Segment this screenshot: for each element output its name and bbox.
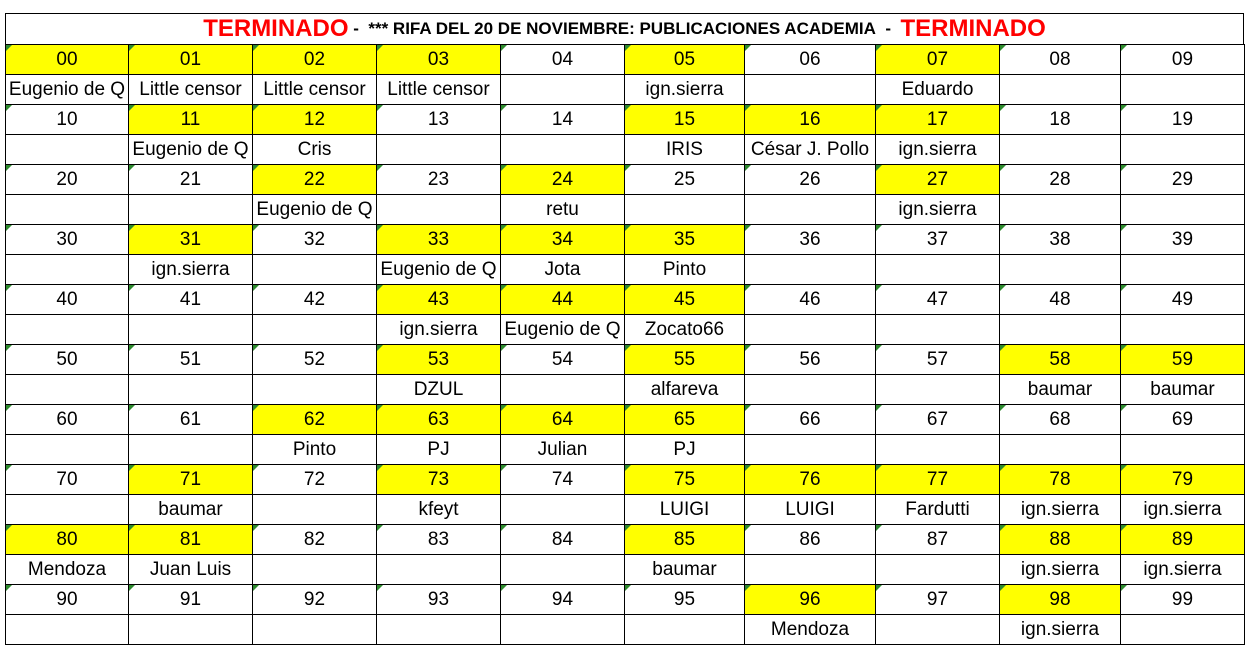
buyer-name-cell: ign.sierra <box>1000 615 1121 645</box>
number-cell: 60 <box>6 405 129 435</box>
name-row <box>6 135 1245 165</box>
buyer-name-cell <box>501 375 625 405</box>
buyer-name-cell: Little censor <box>129 75 253 105</box>
number-cell: 85 <box>625 525 745 555</box>
buyer-name-cell <box>253 615 377 645</box>
number-cell: 03 <box>377 45 501 75</box>
buyer-name-cell <box>377 195 501 225</box>
number-cell: 87 <box>876 525 1000 555</box>
number-cell: 34 <box>501 225 625 255</box>
number-cell: 43 <box>377 285 501 315</box>
number-cell: 57 <box>876 345 1000 375</box>
buyer-name-cell <box>876 435 1000 465</box>
number-cell: 09 <box>1121 45 1245 75</box>
buyer-name-cell: Little censor <box>377 75 501 105</box>
buyer-name-cell <box>129 375 253 405</box>
number-cell: 98 <box>1000 585 1121 615</box>
buyer-name-cell <box>1000 75 1121 105</box>
number-cell: 54 <box>501 345 625 375</box>
title-bar <box>5 13 1244 44</box>
buyer-name-cell <box>129 615 253 645</box>
buyer-name-cell <box>1121 315 1245 345</box>
buyer-name-cell: Eduardo <box>876 75 1000 105</box>
buyer-name-cell: retu <box>501 195 625 225</box>
number-cell: 45 <box>625 285 745 315</box>
number-cell: 68 <box>1000 405 1121 435</box>
buyer-name-cell <box>1000 435 1121 465</box>
number-cell: 01 <box>129 45 253 75</box>
buyer-name-cell <box>745 375 876 405</box>
buyer-name-cell <box>6 255 129 285</box>
number-row <box>6 345 1245 375</box>
raffle-grid <box>5 44 1245 645</box>
number-cell: 07 <box>876 45 1000 75</box>
buyer-name-cell <box>745 435 876 465</box>
number-cell: 32 <box>253 225 377 255</box>
buyer-name-cell <box>1121 615 1245 645</box>
buyer-name-cell: PJ <box>625 435 745 465</box>
buyer-name-cell <box>1000 135 1121 165</box>
buyer-name-cell: baumar <box>625 555 745 585</box>
number-cell: 75 <box>625 465 745 495</box>
buyer-name-cell <box>129 315 253 345</box>
number-cell: 08 <box>1000 45 1121 75</box>
buyer-name-cell: ign.sierra <box>1000 555 1121 585</box>
number-cell: 38 <box>1000 225 1121 255</box>
name-row <box>6 75 1245 105</box>
buyer-name-cell: Little censor <box>253 75 377 105</box>
number-cell: 24 <box>501 165 625 195</box>
title-separator-left: - <box>348 19 369 38</box>
buyer-name-cell: baumar <box>129 495 253 525</box>
buyer-name-cell <box>377 135 501 165</box>
number-row <box>6 165 1245 195</box>
buyer-name-cell <box>1000 195 1121 225</box>
number-cell: 36 <box>745 225 876 255</box>
number-row <box>6 405 1245 435</box>
number-row <box>6 225 1245 255</box>
number-cell: 04 <box>501 45 625 75</box>
name-row <box>6 435 1245 465</box>
title-separator-right: - <box>875 19 901 38</box>
buyer-name-cell: PJ <box>377 435 501 465</box>
number-cell: 31 <box>129 225 253 255</box>
name-row <box>6 195 1245 225</box>
number-cell: 15 <box>625 105 745 135</box>
name-row <box>6 255 1245 285</box>
buyer-name-cell: Pinto <box>253 435 377 465</box>
number-cell: 26 <box>745 165 876 195</box>
number-cell: 66 <box>745 405 876 435</box>
buyer-name-cell <box>1121 135 1245 165</box>
number-cell: 73 <box>377 465 501 495</box>
number-cell: 22 <box>253 165 377 195</box>
buyer-name-cell: Eugenio de Q <box>129 135 253 165</box>
number-cell: 94 <box>501 585 625 615</box>
buyer-name-cell <box>501 135 625 165</box>
buyer-name-cell <box>1121 75 1245 105</box>
buyer-name-cell <box>129 195 253 225</box>
number-cell: 61 <box>129 405 253 435</box>
number-cell: 97 <box>876 585 1000 615</box>
buyer-name-cell <box>876 255 1000 285</box>
number-cell: 96 <box>745 585 876 615</box>
number-row <box>6 45 1245 75</box>
title-main: *** RIFA DEL 20 DE NOVIEMBRE: PUBLICACIONES ACADEMIA <box>368 19 876 38</box>
buyer-name-cell: ign.sierra <box>1121 495 1245 525</box>
buyer-name-cell: Eugenio de Q <box>6 75 129 105</box>
buyer-name-cell: Mendoza <box>745 615 876 645</box>
number-cell: 80 <box>6 525 129 555</box>
buyer-name-cell <box>1000 255 1121 285</box>
number-cell: 55 <box>625 345 745 375</box>
number-cell: 65 <box>625 405 745 435</box>
number-cell: 11 <box>129 105 253 135</box>
buyer-name-cell <box>377 555 501 585</box>
number-cell: 27 <box>876 165 1000 195</box>
number-cell: 12 <box>253 105 377 135</box>
buyer-name-cell <box>876 615 1000 645</box>
number-cell: 67 <box>876 405 1000 435</box>
number-cell: 88 <box>1000 525 1121 555</box>
number-cell: 42 <box>253 285 377 315</box>
number-cell: 53 <box>377 345 501 375</box>
buyer-name-cell <box>745 75 876 105</box>
number-cell: 74 <box>501 465 625 495</box>
buyer-name-cell: alfareva <box>625 375 745 405</box>
number-cell: 18 <box>1000 105 1121 135</box>
number-cell: 93 <box>377 585 501 615</box>
number-cell: 29 <box>1121 165 1245 195</box>
number-cell: 25 <box>625 165 745 195</box>
number-cell: 78 <box>1000 465 1121 495</box>
number-cell: 33 <box>377 225 501 255</box>
buyer-name-cell: César J. Pollo <box>745 135 876 165</box>
number-cell: 82 <box>253 525 377 555</box>
buyer-name-cell <box>745 255 876 285</box>
number-cell: 89 <box>1121 525 1245 555</box>
number-cell: 40 <box>6 285 129 315</box>
title-status-left: TERMINADO <box>203 15 349 42</box>
number-cell: 83 <box>377 525 501 555</box>
number-cell: 86 <box>745 525 876 555</box>
number-row <box>6 465 1245 495</box>
buyer-name-cell <box>745 315 876 345</box>
number-cell: 30 <box>6 225 129 255</box>
buyer-name-cell: ign.sierra <box>625 75 745 105</box>
number-cell: 77 <box>876 465 1000 495</box>
number-cell: 41 <box>129 285 253 315</box>
number-cell: 52 <box>253 345 377 375</box>
number-row <box>6 105 1245 135</box>
number-cell: 58 <box>1000 345 1121 375</box>
buyer-name-cell: Juan Luis <box>129 555 253 585</box>
buyer-name-cell: Mendoza <box>6 555 129 585</box>
buyer-name-cell: DZUL <box>377 375 501 405</box>
number-cell: 10 <box>6 105 129 135</box>
buyer-name-cell <box>501 615 625 645</box>
buyer-name-cell: ign.sierra <box>1121 555 1245 585</box>
number-cell: 00 <box>6 45 129 75</box>
buyer-name-cell: ign.sierra <box>1000 495 1121 525</box>
number-cell: 59 <box>1121 345 1245 375</box>
number-cell: 02 <box>253 45 377 75</box>
name-row <box>6 375 1245 405</box>
buyer-name-cell <box>1000 315 1121 345</box>
buyer-name-cell <box>501 495 625 525</box>
buyer-name-cell <box>253 255 377 285</box>
name-row <box>6 315 1245 345</box>
number-cell: 48 <box>1000 285 1121 315</box>
number-cell: 51 <box>129 345 253 375</box>
buyer-name-cell: ign.sierra <box>129 255 253 285</box>
buyer-name-cell: LUIGI <box>745 495 876 525</box>
number-cell: 63 <box>377 405 501 435</box>
number-cell: 39 <box>1121 225 1245 255</box>
number-cell: 70 <box>6 465 129 495</box>
buyer-name-cell <box>253 315 377 345</box>
number-cell: 05 <box>625 45 745 75</box>
buyer-name-cell <box>625 195 745 225</box>
buyer-name-cell <box>6 195 129 225</box>
buyer-name-cell: ign.sierra <box>876 195 1000 225</box>
number-cell: 49 <box>1121 285 1245 315</box>
buyer-name-cell <box>876 375 1000 405</box>
number-cell: 56 <box>745 345 876 375</box>
number-cell: 95 <box>625 585 745 615</box>
buyer-name-cell <box>253 555 377 585</box>
buyer-name-cell <box>6 375 129 405</box>
buyer-name-cell <box>253 375 377 405</box>
buyer-name-cell <box>6 315 129 345</box>
number-cell: 46 <box>745 285 876 315</box>
buyer-name-cell <box>876 555 1000 585</box>
number-row <box>6 285 1245 315</box>
buyer-name-cell: Zocato66 <box>625 315 745 345</box>
buyer-name-cell <box>501 75 625 105</box>
number-cell: 06 <box>745 45 876 75</box>
buyer-name-cell: Eugenio de Q <box>501 315 625 345</box>
number-cell: 47 <box>876 285 1000 315</box>
number-cell: 37 <box>876 225 1000 255</box>
buyer-name-cell: baumar <box>1121 375 1245 405</box>
buyer-name-cell <box>745 555 876 585</box>
number-cell: 28 <box>1000 165 1121 195</box>
number-cell: 92 <box>253 585 377 615</box>
number-cell: 62 <box>253 405 377 435</box>
buyer-name-cell <box>1121 195 1245 225</box>
buyer-name-cell: ign.sierra <box>377 315 501 345</box>
number-row <box>6 585 1245 615</box>
name-row <box>6 495 1245 525</box>
buyer-name-cell: Julian <box>501 435 625 465</box>
buyer-name-cell <box>253 495 377 525</box>
number-cell: 76 <box>745 465 876 495</box>
number-cell: 21 <box>129 165 253 195</box>
number-cell: 72 <box>253 465 377 495</box>
number-cell: 20 <box>6 165 129 195</box>
buyer-name-cell: LUIGI <box>625 495 745 525</box>
raffle-sheet <box>5 13 1244 645</box>
number-cell: 64 <box>501 405 625 435</box>
buyer-name-cell <box>6 615 129 645</box>
buyer-name-cell <box>876 315 1000 345</box>
number-row <box>6 525 1245 555</box>
number-cell: 84 <box>501 525 625 555</box>
number-cell: 69 <box>1121 405 1245 435</box>
name-row <box>6 555 1245 585</box>
number-cell: 71 <box>129 465 253 495</box>
buyer-name-cell <box>129 435 253 465</box>
number-cell: 50 <box>6 345 129 375</box>
number-cell: 19 <box>1121 105 1245 135</box>
title-status-right: TERMINADO <box>900 15 1046 42</box>
buyer-name-cell <box>1121 255 1245 285</box>
buyer-name-cell: ign.sierra <box>876 135 1000 165</box>
buyer-name-cell: Jota <box>501 255 625 285</box>
number-cell: 35 <box>625 225 745 255</box>
buyer-name-cell <box>6 495 129 525</box>
buyer-name-cell <box>1121 435 1245 465</box>
buyer-name-cell: Eugenio de Q <box>253 195 377 225</box>
number-cell: 90 <box>6 585 129 615</box>
buyer-name-cell <box>625 615 745 645</box>
number-cell: 23 <box>377 165 501 195</box>
buyer-name-cell <box>745 195 876 225</box>
number-cell: 91 <box>129 585 253 615</box>
buyer-name-cell: kfeyt <box>377 495 501 525</box>
buyer-name-cell <box>377 615 501 645</box>
number-cell: 79 <box>1121 465 1245 495</box>
buyer-name-cell: IRIS <box>625 135 745 165</box>
buyer-name-cell: Eugenio de Q <box>377 255 501 285</box>
number-cell: 14 <box>501 105 625 135</box>
name-row <box>6 615 1245 645</box>
number-cell: 81 <box>129 525 253 555</box>
number-cell: 44 <box>501 285 625 315</box>
number-cell: 99 <box>1121 585 1245 615</box>
buyer-name-cell <box>6 435 129 465</box>
number-cell: 17 <box>876 105 1000 135</box>
buyer-name-cell: Fardutti <box>876 495 1000 525</box>
buyer-name-cell <box>501 555 625 585</box>
number-cell: 13 <box>377 105 501 135</box>
buyer-name-cell: Cris <box>253 135 377 165</box>
buyer-name-cell: baumar <box>1000 375 1121 405</box>
number-cell: 16 <box>745 105 876 135</box>
buyer-name-cell <box>6 135 129 165</box>
buyer-name-cell: Pinto <box>625 255 745 285</box>
